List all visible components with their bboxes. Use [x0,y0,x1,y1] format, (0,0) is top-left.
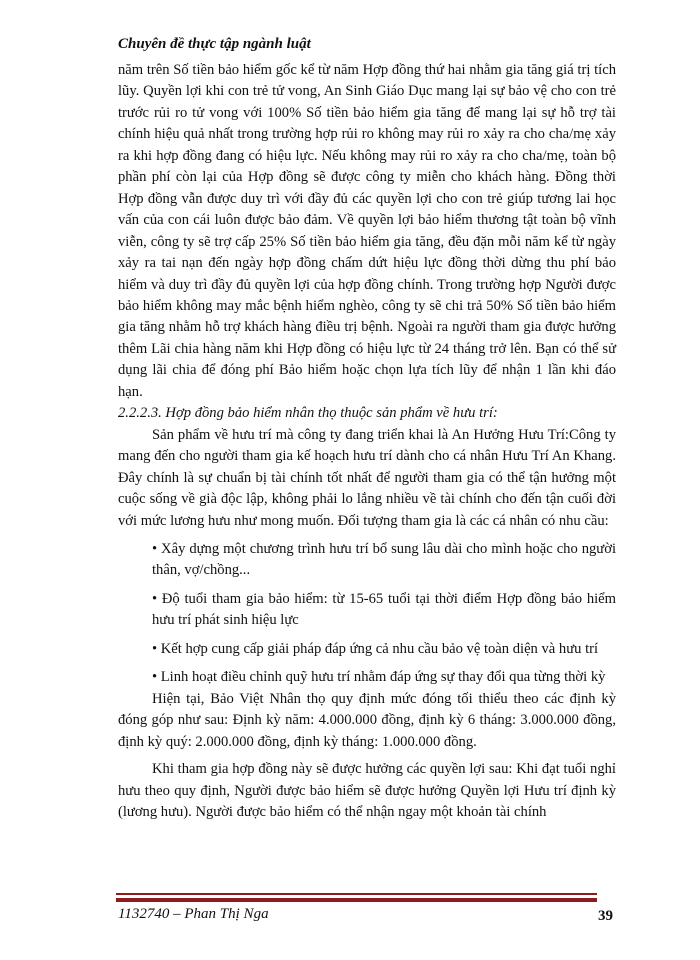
paragraph: Hiện tại, Bảo Việt Nhân thọ quy định mức đóng tối thiểu theo các định kỳ đóng góp như sau: Định kỳ năm: 4.000.000 đồng, định kỳ 6 tháng: 3.000.000 đồng, định kỳ quý: 2.000.000 đồng, định kỳ tháng: 1.000.000 đồng. [118,690,616,750]
paragraph: Khi tham gia hợp đồng này sẽ được hưởng các quyền lợi sau: Khi đạt tuổi nghỉ hưu theo quy định, Người được bảo hiểm sẽ được hưởng Quyền lợi Hưu trí định kỳ (lương hưu). Người được bảo hiểm có thể nhận ngay một khoản tài chính [118,761,616,820]
paragraph: Sản phẩm về hưu trí mà công ty đang triển khai là An Hưởng Hưu Trí:Công ty mang đến cho người tham gia kế hoạch hưu trí dành cho cá nhân Hưu Trí An Khang. Đây chính là sự chuẩn bị tài chính tốt nhất để người tham gia có thể tận hưởng một cuộc sống về già độc lập, không phải lo lắng nhiều về tài chính cho đến tận cuối đời với mức lương hưu như mong muốn. Đối tượng tham gia là các cá nhân có nhu cầu: [118,426,616,529]
page-header-title: Chuyên đề thực tập ngành luật [118,36,311,52]
bullet-item: • Kết hợp cung cấp giải pháp đáp ứng cả nhu cầu bảo vệ toàn diện và hưu trí [152,640,599,657]
footer-divider-thick [116,898,597,902]
bullet-item: • Linh hoạt điều chỉnh quỹ hưu trí nhằm đáp ứng sự thay đổi qua từng thời kỳ [152,669,606,686]
section-heading: 2.2.2.3. Hợp đồng bảo hiểm nhân thọ thuộc sản phẩm về hưu trí: [118,405,498,422]
footer-divider-thin [116,893,597,895]
bullet-item: • Độ tuổi tham gia bảo hiểm: từ 15-65 tuổi tại thời điểm Hợp đồng bảo hiểm hưu trí phát sinh hiệu lực [152,590,616,629]
document-body [118,60,616,823]
page-number: 39 [598,908,613,924]
paragraph: năm trên Số tiền bảo hiểm gốc kể từ năm Hợp đồng thứ hai nhằm gia tăng giá trị tích lũy. Quyền lợi khi con trẻ tử vong, An Sinh Giáo Dục mang lại sự bảo vệ cho con trẻ trước rủi ro tử vong với 100% Số tiền bảo hiểm gia tăng để mang lại sự hỗ trợ tài chính hiệu quả nhất trong trường hợp rủi ro không may rủi ro xảy ra cho cha/mẹ xảy ra khi hợp đồng đang có hiệu lực. Nếu không may rủi ro xảy ra cho cha/mẹ, toàn bộ phần phí còn lại của Hợp đồng sẽ được công ty miễn cho khách hàng. Đồng thời Hợp đồng vẫn được duy trì với đầy đủ các quyền lợi cho con trẻ giúp tương lai học vấn của con cái luôn được bảo đảm. Về quyền lợi bảo hiểm thương tật toàn bộ vĩnh viễn, công ty sẽ trợ cấp 25% Số tiền bảo hiểm gia tăng, đều đặn mỗi năm kể từ ngày xảy ra tai nạn đến ngày hợp đồng chấm dứt hiệu lực đồng thời dừng thu phí bảo hiểm và duy trì đầy đủ quyền lợi của hợp đồng chính. Trong trường hợp Người được bảo hiểm không may mắc bệnh hiểm nghèo, công ty sẽ chi trả 50% Số tiền bảo hiểm gia tăng nhằm hỗ trợ khách hàng điều trị bệnh. Ngoài ra người tham gia được hưởng thêm Lãi chia hàng năm khi Hợp đồng có hiệu lực từ 24 tháng trở lên. Bạn có thể sử dụng lãi chia để đóng phí Bảo hiểm hoặc chọn lựa tích lũy để nhận 1 lần khi đáo hạn. [118,62,616,400]
footer-author: 1132740 – Phan Thị Nga [118,906,269,922]
bullet-item: • Xây dựng một chương trình hưu trí bổ sung lâu dài cho mình hoặc cho người thân, vợ/chồng... [152,540,616,579]
